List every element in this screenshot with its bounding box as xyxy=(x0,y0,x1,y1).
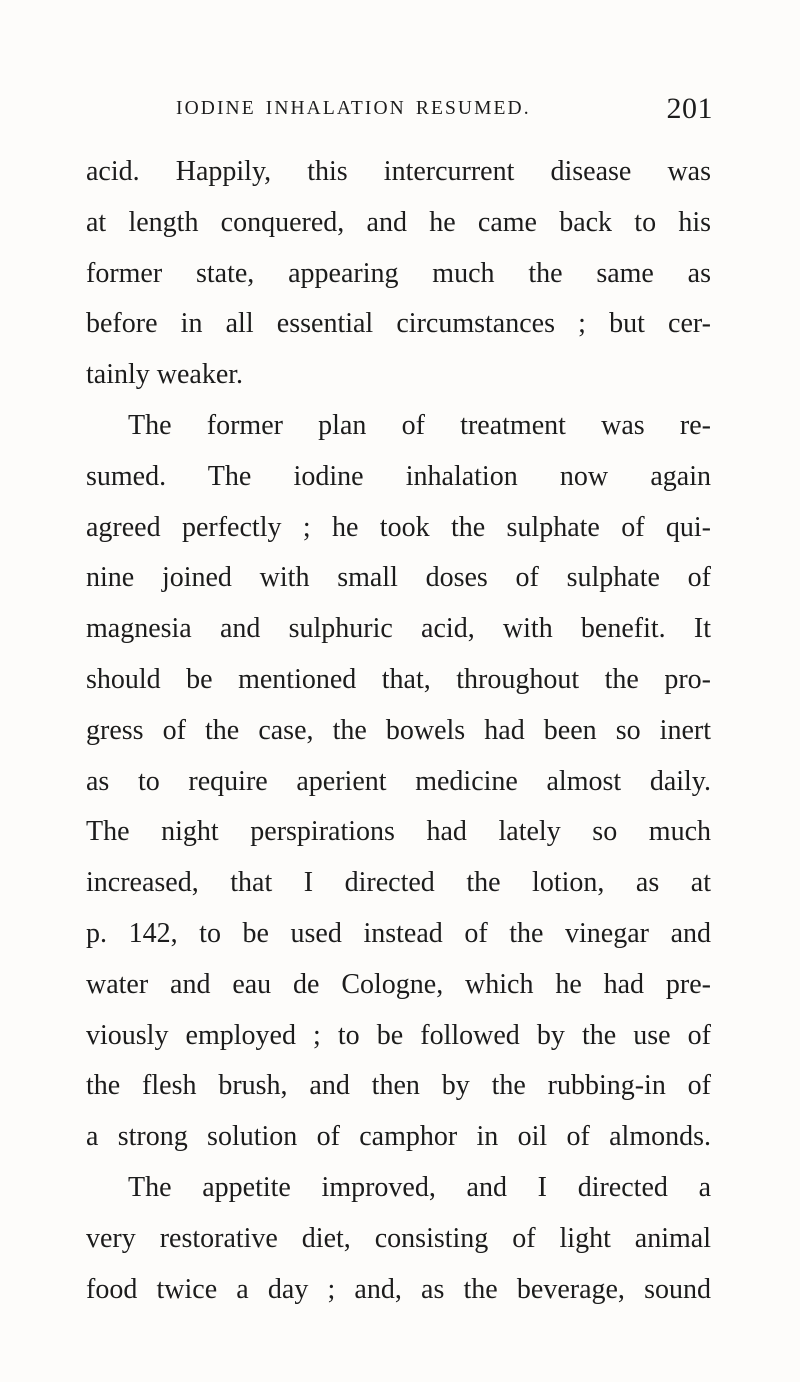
text-line: water and eau de Cologne, which he had pre- xyxy=(86,968,711,1000)
text-line: gress of the case, the bowels had been so inert xyxy=(86,714,711,746)
running-head xyxy=(86,92,711,132)
text-line: should be mentioned that, throughout the pro- xyxy=(86,663,711,695)
text-line: The appetite improved, and I directed a xyxy=(128,1171,711,1203)
text-line: The former plan of treatment was re- xyxy=(128,409,711,441)
text-line: sumed. The iodine inhalation now again xyxy=(86,460,711,492)
body-text xyxy=(86,147,711,1315)
text-line: a strong solution of camphor in oil of almonds. xyxy=(86,1121,711,1153)
text-line: as to require aperient medicine almost daily. xyxy=(86,765,711,797)
text-line: food twice a day ; and, as the beverage, sound xyxy=(86,1273,711,1305)
text-line: former state, appearing much the same as xyxy=(86,257,711,289)
text-line: tainly weaker. xyxy=(86,359,244,391)
text-line: at length conquered, and he came back to his xyxy=(86,206,711,238)
text-line: p. 142, to be used instead of the vinegar and xyxy=(86,917,711,949)
text-line: before in all essential circumstances ; but cer- xyxy=(86,308,711,340)
text-line: agreed perfectly ; he took the sulphate of qui- xyxy=(86,511,711,543)
text-line: acid. Happily, this intercurrent disease was xyxy=(86,156,711,187)
text-line: the flesh brush, and then by the rubbing-in of xyxy=(86,1070,711,1102)
running-title: IODINE INHALATION RESUMED. xyxy=(176,98,531,119)
text-line: magnesia and sulphuric acid, with benefit. It xyxy=(86,613,711,645)
text-line: The night perspirations had lately so much xyxy=(86,816,711,848)
text-line: very restorative diet, consisting of light animal xyxy=(86,1222,711,1254)
text-line: viously employed ; to be followed by the use of xyxy=(86,1019,711,1051)
page-number: 201 xyxy=(666,92,713,125)
text-line: increased, that I directed the lotion, as at xyxy=(86,867,711,899)
text-line: nine joined with small doses of sulphate of xyxy=(86,562,711,594)
